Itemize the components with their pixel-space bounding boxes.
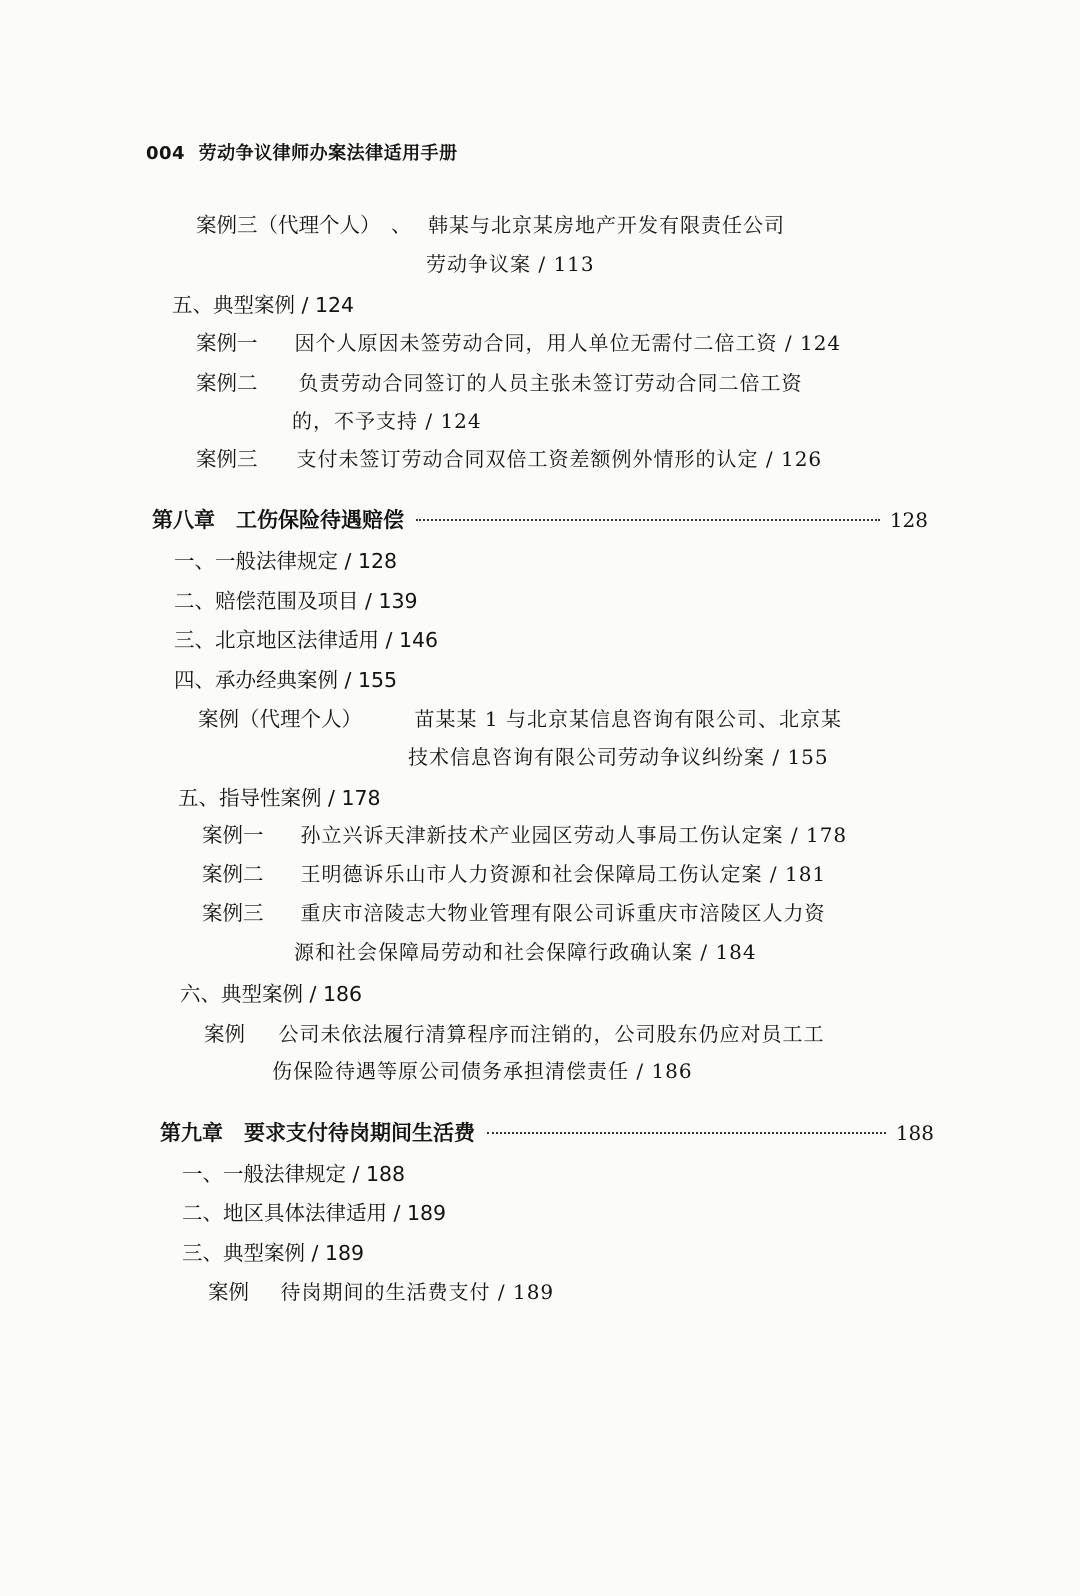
toc-entry-continuation: 伤保险待遇等原公司债务承担清偿责任 / 186 <box>272 1059 693 1083</box>
toc-entry-case3-agent <box>196 210 785 240</box>
header-book-title: 劳动争议律师办案法律适用手册 <box>198 143 458 164</box>
toc-entry-case1 <box>196 328 841 358</box>
toc-chapter-8 <box>152 505 928 535</box>
case-title: 支付未签订劳动合同双倍工资差额例外情形的认定 / 126 <box>296 447 823 471</box>
case-label: 案例二 <box>202 862 264 886</box>
case-title: 苗某某 1 与北京某信息咨询有限公司、北京某 <box>414 707 842 731</box>
toc-entry-classic-case <box>198 704 842 734</box>
chapter-title: 第八章 工伤保险待遇赔偿 <box>152 508 404 532</box>
case-label: 案例一 <box>202 823 264 847</box>
toc-entry-typical-case <box>204 1019 825 1049</box>
toc-entry-continuation: 技术信息咨询有限公司劳动争议纠纷案 / 155 <box>408 745 829 769</box>
toc-section: 一、一般法律规定 / 128 <box>174 549 398 573</box>
chapter-page: 128 <box>889 508 928 532</box>
case-label: 案例三（代理个人） <box>196 213 381 237</box>
header-page-number: 004 <box>146 143 186 164</box>
separator-mark: 、 <box>391 213 412 237</box>
toc-entry-continuation: 劳动争议案 / 113 <box>426 252 595 276</box>
toc-entry-guiding-case3 <box>202 898 826 928</box>
toc-entry-typical-case <box>208 1277 554 1307</box>
case-title: 重庆市涪陵志大物业管理有限公司诉重庆市涪陵区人力资 <box>300 901 826 925</box>
toc-section: 四、承办经典案例 / 155 <box>174 668 398 692</box>
case-title: 负责劳动合同签订的人员主张未签订劳动合同二倍工资 <box>298 371 803 395</box>
case-label: 案例 <box>208 1280 249 1304</box>
case-label: 案例（代理个人） <box>198 707 362 731</box>
toc-entry-continuation: 的，不予支持 / 124 <box>292 409 482 433</box>
case-label: 案例 <box>204 1022 245 1046</box>
case-label: 案例二 <box>196 371 258 395</box>
case-title: 公司未依法履行清算程序而注销的，公司股东仍应对员工工 <box>278 1022 825 1046</box>
case-title: 因个人原因未签劳动合同，用人单位无需付二倍工资 / 124 <box>294 331 842 355</box>
toc-entry-guiding-case2 <box>202 859 826 889</box>
chapter-title: 第九章 要求支付待岗期间生活费 <box>160 1121 475 1145</box>
toc-section-typical-cases: 五、典型案例 / 124 <box>172 293 355 317</box>
toc-section: 三、北京地区法律适用 / 146 <box>174 628 439 652</box>
dot-leader <box>487 1132 886 1134</box>
toc-section: 二、赔偿范围及项目 / 139 <box>174 589 418 613</box>
toc-section: 一、一般法律规定 / 188 <box>182 1162 406 1186</box>
case-title: 王明德诉乐山市人力资源和社会保障局工伤认定案 / 181 <box>300 862 827 886</box>
dot-leader <box>416 519 880 521</box>
toc-section: 二、地区具体法律适用 / 189 <box>182 1201 447 1225</box>
toc-section: 五、指导性案例 / 178 <box>178 786 381 810</box>
case-label: 案例三 <box>196 447 258 471</box>
case-label: 案例一 <box>196 331 258 355</box>
toc-entry-case2 <box>196 368 803 398</box>
chapter-page: 188 <box>895 1121 934 1145</box>
toc-entry-guiding-case1 <box>202 820 847 850</box>
case-title: 待岗期间的生活费支付 / 189 <box>280 1280 555 1304</box>
toc-section: 六、典型案例 / 186 <box>180 982 363 1006</box>
case-title: 韩某与北京某房地产开发有限责任公司 <box>428 213 786 237</box>
case-label: 案例三 <box>202 901 264 925</box>
toc-entry-case3 <box>196 444 822 474</box>
toc-section: 三、典型案例 / 189 <box>182 1241 365 1265</box>
toc-chapter-9 <box>160 1118 934 1148</box>
running-header <box>146 139 458 169</box>
toc-entry-continuation: 源和社会保障局劳动和社会保障行政确认案 / 184 <box>294 940 757 964</box>
case-title: 孙立兴诉天津新技术产业园区劳动人事局工伤认定案 / 178 <box>300 823 848 847</box>
